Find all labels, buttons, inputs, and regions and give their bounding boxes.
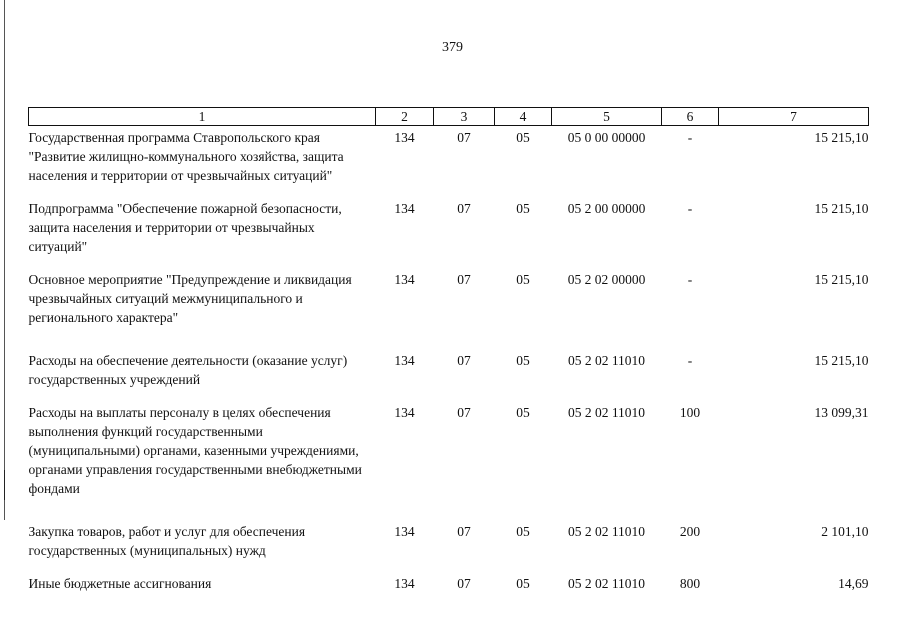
admin-code: 134	[394, 524, 415, 539]
table-row	[29, 268, 869, 349]
left-margin-line	[4, 0, 5, 520]
page-number: 379	[442, 40, 463, 55]
table-row	[29, 401, 869, 520]
section-code: 07	[457, 524, 471, 539]
row-description: Иные бюджетные ассигнования	[28, 576, 212, 591]
section-code: 07	[457, 405, 471, 420]
table-row	[29, 572, 869, 593]
left-margin-mark	[4, 470, 5, 500]
target-article-code: 05 2 02 11010	[567, 405, 646, 420]
row-description: Государственная программа Ставропольского края "Развитие жилищно-коммунального хозяйства, защита населения и территории от чрезвычайных ситуаций"	[28, 130, 344, 183]
subsection-code: 05	[516, 353, 530, 368]
subsection-code: 05	[516, 524, 530, 539]
row-description: Подпрограмма "Обеспечение пожарной безопасности, защита населения и территории от чрезвычайных ситуаций"	[28, 201, 342, 254]
admin-code: 134	[394, 201, 415, 216]
row-description: Закупка товаров, работ и услуг для обеспечения государственных (муниципальных) нужд	[28, 524, 306, 558]
expense-type-code: -	[687, 201, 693, 216]
section-code: 07	[457, 272, 471, 287]
expense-type-code: -	[687, 272, 693, 287]
expense-type-code: 200	[679, 524, 701, 539]
expense-type-code: -	[687, 130, 693, 145]
budget-table	[28, 107, 869, 593]
subsection-code: 05	[516, 576, 530, 591]
expense-type-code: 100	[679, 405, 701, 420]
row-description: Расходы на выплаты персоналу в целях обеспечения выполнения функций государственными (муниципальными) органами, казенными учреждениями, органами управления государственными внебюджетными фондами	[28, 405, 362, 496]
admin-code: 134	[394, 130, 415, 145]
section-code: 07	[457, 576, 471, 591]
column-header: 4	[495, 108, 552, 126]
admin-code: 134	[394, 272, 415, 287]
amount: 15 215,10	[814, 130, 869, 145]
expense-type-code: 800	[679, 576, 701, 591]
target-article-code: 05 2 02 00000	[567, 272, 646, 287]
target-article-code: 05 2 02 11010	[567, 576, 646, 591]
expense-type-code: -	[687, 353, 693, 368]
column-header: 7	[719, 108, 869, 126]
column-header: 2	[376, 108, 434, 126]
header-row	[29, 108, 869, 126]
table-row	[29, 197, 869, 268]
amount: 15 215,10	[814, 272, 869, 287]
column-header: 1	[29, 108, 376, 126]
admin-code: 134	[394, 353, 415, 368]
row-description: Основное мероприятие "Предупреждение и ликвидация чрезвычайных ситуаций межмуниципального и регионального характера"	[28, 272, 352, 325]
target-article-code: 05 0 00 00000	[567, 130, 646, 145]
section-code: 07	[457, 201, 471, 216]
table-row	[29, 520, 869, 572]
amount: 13 099,31	[814, 405, 869, 420]
admin-code: 134	[394, 405, 415, 420]
table-row	[29, 349, 869, 401]
row-description: Расходы на обеспечение деятельности (оказание услуг) государственных учреждений	[28, 353, 348, 387]
subsection-code: 05	[516, 405, 530, 420]
subsection-code: 05	[516, 201, 530, 216]
amount: 15 215,10	[814, 201, 869, 216]
target-article-code: 05 2 02 11010	[567, 524, 646, 539]
target-article-code: 05 2 00 00000	[567, 201, 646, 216]
amount: 14,69	[838, 576, 869, 591]
amount: 15 215,10	[814, 353, 869, 368]
section-code: 07	[457, 353, 471, 368]
column-header: 6	[662, 108, 719, 126]
admin-code: 134	[394, 576, 415, 591]
amount: 2 101,10	[821, 524, 869, 539]
subsection-code: 05	[516, 272, 530, 287]
column-header: 5	[552, 108, 662, 126]
subsection-code: 05	[516, 130, 530, 145]
table-row	[29, 126, 869, 198]
target-article-code: 05 2 02 11010	[567, 353, 646, 368]
column-header: 3	[434, 108, 495, 126]
section-code: 07	[457, 130, 471, 145]
